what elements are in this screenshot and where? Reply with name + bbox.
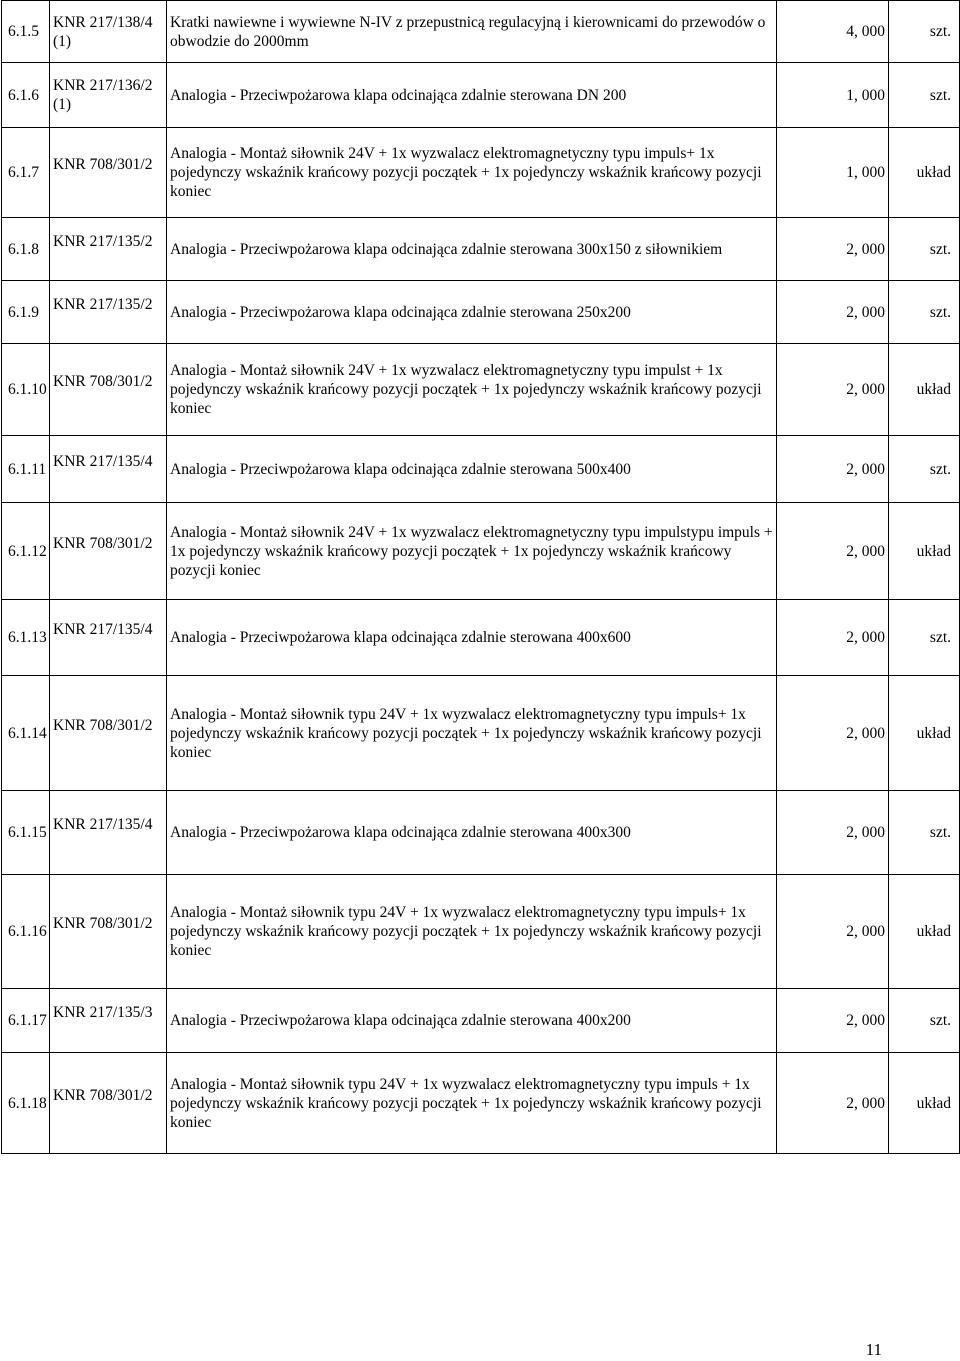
catalog-code-text: KNR 708/301/2 [53, 716, 153, 734]
item-quantity: 2, 000 [777, 989, 889, 1053]
catalog-code-text: KNR 217/135/4 [53, 452, 153, 470]
item-description: Analogia - Montaż siłownik 24V + 1x wyzwalacz elektromagnetyczny typu impulst + 1x pojedynczy wskaźnik krańcowy pozycji początek + 1x pojedynczy wskaźnik krańcowy pozycji koniec [167, 344, 777, 436]
item-quantity: 2, 000 [777, 344, 889, 436]
table-row [2, 344, 960, 436]
table-row [2, 600, 960, 676]
item-number: 6.1.13 [2, 600, 50, 676]
item-quantity: 1, 000 [777, 63, 889, 128]
item-unit: układ [889, 875, 960, 989]
item-description: Analogia - Montaż siłownik 24V + 1x wyzwalacz elektromagnetyczny typu impuls+ 1x pojedynczy wskaźnik krańcowy pozycji początek + 1x pojedynczy wskaźnik krańcowy pozycji koniec [167, 128, 777, 218]
page-number: 11 [865, 1340, 882, 1359]
item-unit: szt. [889, 218, 960, 281]
item-number: 6.1.18 [2, 1053, 50, 1154]
item-description: Analogia - Przeciwpożarowa klapa odcinająca zdalnie sterowana 400x200 [167, 989, 777, 1053]
item-number: 6.1.12 [2, 503, 50, 600]
catalog-code-text: KNR 217/135/2 [53, 295, 153, 313]
catalog-code-text: KNR 217/135/2 [53, 232, 153, 250]
item-number: 6.1.17 [2, 989, 50, 1053]
item-unit: szt. [889, 436, 960, 503]
item-unit: szt. [889, 600, 960, 676]
item-number: 6.1.6 [2, 63, 50, 128]
item-quantity: 2, 000 [777, 600, 889, 676]
item-description: Analogia - Montaż siłownik typu 24V + 1x wyzwalacz elektromagnetyczny typu impuls+ 1x pojedynczy wskaźnik krańcowy pozycji początek + 1x pojedynczy wskaźnik krańcowy pozycji koniec [167, 676, 777, 791]
catalog-code [50, 503, 167, 600]
item-unit: szt. [889, 989, 960, 1053]
item-unit: układ [889, 676, 960, 791]
catalog-code [50, 600, 167, 676]
catalog-code [50, 875, 167, 989]
item-unit: układ [889, 344, 960, 436]
catalog-code [50, 218, 167, 281]
item-unit: szt. [889, 281, 960, 344]
catalog-code: KNR 217/136/2 (1) [50, 63, 167, 128]
item-description: Analogia - Przeciwpożarowa klapa odcinająca zdalnie sterowana 400x600 [167, 600, 777, 676]
item-description: Analogia - Montaż siłownik typu 24V + 1x wyzwalacz elektromagnetyczny typu impuls + 1x pojedynczy wskaźnik krańcowy pozycji początek + 1x pojedynczy wskaźnik krańcowy pozycji koniec [167, 1053, 777, 1154]
item-number: 6.1.8 [2, 218, 50, 281]
item-quantity: 2, 000 [777, 1053, 889, 1154]
item-description: Analogia - Montaż siłownik typu 24V + 1x wyzwalacz elektromagnetyczny typu impuls+ 1x pojedynczy wskaźnik krańcowy pozycji początek + 1x pojedynczy wskaźnik krańcowy pozycji koniec [167, 875, 777, 989]
item-quantity: 2, 000 [777, 218, 889, 281]
item-unit: układ [889, 1053, 960, 1154]
item-number: 6.1.16 [2, 875, 50, 989]
catalog-code [50, 1053, 167, 1154]
table-row [2, 1, 960, 63]
item-number: 6.1.5 [2, 1, 50, 63]
table-row [2, 128, 960, 218]
item-quantity: 2, 000 [777, 791, 889, 875]
item-quantity: 1, 000 [777, 128, 889, 218]
table-row [2, 875, 960, 989]
item-quantity: 4, 000 [777, 1, 889, 63]
item-number: 6.1.9 [2, 281, 50, 344]
cost-estimate-table [1, 0, 960, 1154]
item-description: Analogia - Przeciwpożarowa klapa odcinająca zdalnie sterowana 300x150 z siłownikiem [167, 218, 777, 281]
item-number: 6.1.7 [2, 128, 50, 218]
table-row [2, 503, 960, 600]
table-row [2, 218, 960, 281]
catalog-code-text: KNR 708/301/2 [53, 373, 153, 390]
catalog-code-text: KNR 217/135/3 [53, 1004, 153, 1021]
catalog-code-text: KNR 708/301/2 [53, 534, 153, 552]
item-description: Analogia - Przeciwpożarowa klapa odcinająca zdalnie sterowana DN 200 [167, 63, 777, 128]
item-quantity: 2, 000 [777, 503, 889, 600]
item-number: 6.1.10 [2, 344, 50, 436]
table-row [2, 676, 960, 791]
item-description: Analogia - Przeciwpożarowa klapa odcinająca zdalnie sterowana 250x200 [167, 281, 777, 344]
table-row [2, 436, 960, 503]
item-number: 6.1.15 [2, 791, 50, 875]
item-unit: szt. [889, 791, 960, 875]
item-unit: szt. [889, 63, 960, 128]
item-description: Analogia - Montaż siłownik 24V + 1x wyzwalacz elektromagnetyczny typu impulstypu impuls + 1x pojedynczy wskaźnik krańcowy pozycji początek + 1x pojedynczy wskaźnik krańcowy pozycji koniec [167, 503, 777, 600]
catalog-code-text: KNR 708/301/2 [53, 156, 153, 173]
catalog-code [50, 344, 167, 436]
catalog-code [50, 989, 167, 1053]
catalog-code-text: KNR 708/301/2 [53, 915, 153, 932]
catalog-code [50, 281, 167, 344]
table-row [2, 1053, 960, 1154]
item-unit: układ [889, 128, 960, 218]
item-number: 6.1.14 [2, 676, 50, 791]
table-row [2, 791, 960, 875]
catalog-code-text: KNR 708/301/2 [53, 1086, 153, 1104]
item-unit: układ [889, 503, 960, 600]
item-description: Analogia - Przeciwpożarowa klapa odcinająca zdalnie sterowana 400x300 [167, 791, 777, 875]
catalog-code-text: KNR 217/135/4 [53, 816, 153, 833]
item-number: 6.1.11 [2, 436, 50, 503]
item-description: Analogia - Przeciwpożarowa klapa odcinająca zdalnie sterowana 500x400 [167, 436, 777, 503]
catalog-code: KNR 217/138/4 (1) [50, 1, 167, 63]
catalog-code [50, 676, 167, 791]
table-row [2, 281, 960, 344]
catalog-code-text: KNR 217/135/4 [53, 621, 153, 638]
catalog-code [50, 791, 167, 875]
catalog-code [50, 128, 167, 218]
item-quantity: 2, 000 [777, 281, 889, 344]
item-description: Kratki nawiewne i wywiewne N-IV z przepustnicą regulacyjną i kierownicami do przewodów o obwodzie do 2000mm [167, 1, 777, 63]
item-unit: szt. [889, 1, 960, 63]
item-quantity: 2, 000 [777, 875, 889, 989]
catalog-code [50, 436, 167, 503]
item-quantity: 2, 000 [777, 436, 889, 503]
table-row [2, 989, 960, 1053]
item-quantity: 2, 000 [777, 676, 889, 791]
table-row [2, 63, 960, 128]
